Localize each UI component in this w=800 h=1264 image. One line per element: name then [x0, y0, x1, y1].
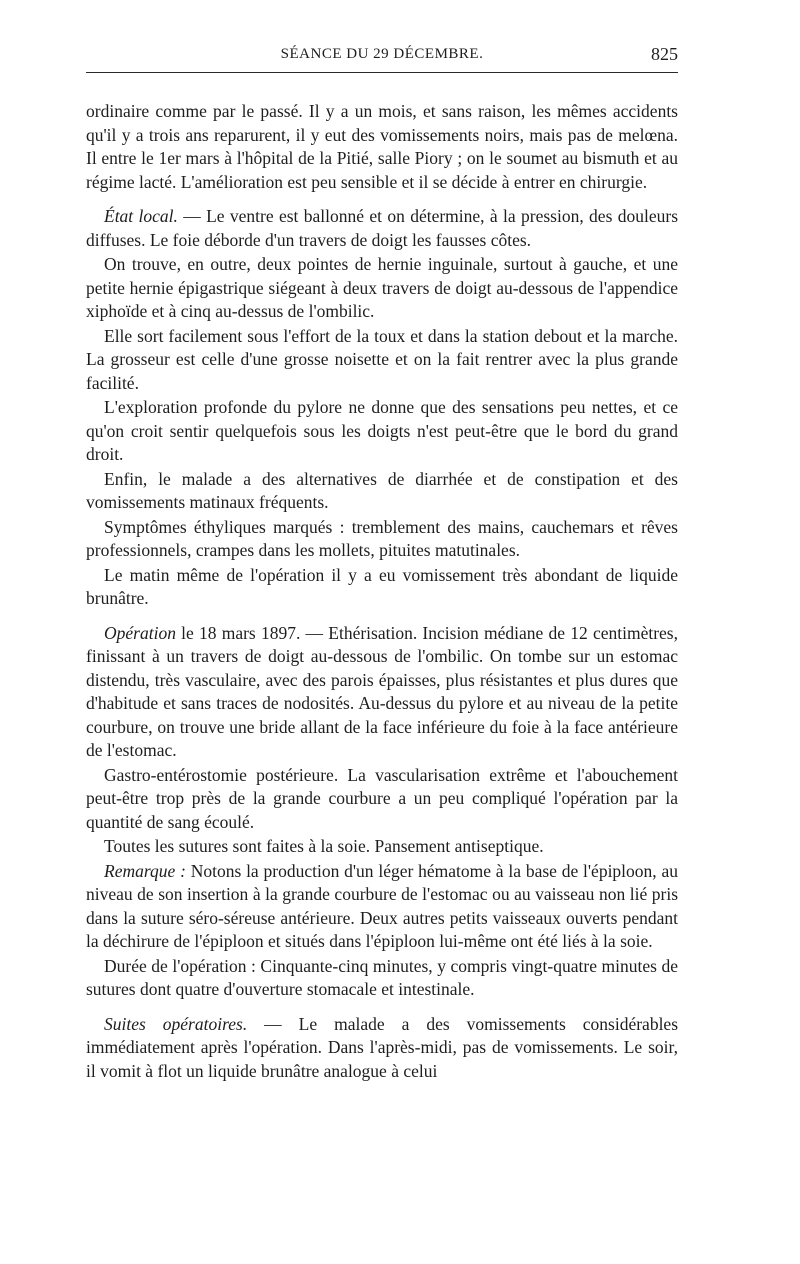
paragraph-text: Elle sort facilement sous l'effort de la toux et dans la station debout et la marche. La grosseur est celle d'une grosse noisette et on la fait rentrer avec la plus grande facilité.	[86, 325, 678, 393]
paragraph-text: ordinaire comme par le passé. Il y a un mois, et sans raison, les mêmes accidents qu'il y a trois ans reparurent, il y eut des vomissements noirs, mais pas de melœna. Il entre le 1er mars à l'hôpital de la Pitié, salle Piory ; on le soumet au bismuth et au régime lacté. L'amélioration est peu sensible et il se décide à entrer en chirurgie.	[86, 101, 678, 192]
paragraph	[86, 622, 678, 763]
paragraph-text: On trouve, en outre, deux pointes de hernie inguinale, surtout à gauche, et une petite hernie épigastrique siégeant à deux travers de doigt au-dessous de l'appendice xiphoïde et à cinq au-dessus de l'ombilic.	[86, 254, 678, 321]
paragraph-lead: Remarque :	[104, 860, 186, 881]
paragraph-lead: État local.	[104, 206, 178, 226]
paragraph	[86, 860, 678, 954]
paragraph-text: Symptômes éthyliques marqués : tremblement des mains, cauchemars et rêves professionnels, crampes dans les mollets, pituites matutinales.	[86, 516, 678, 560]
paragraph-text: Gastro-entérostomie postérieure. La vascularisation extrême et l'abouchement peut-être trop près de la grande courbure a un peu compliqué l'opération par la quantité de sang écoulé.	[86, 764, 678, 832]
body-text	[86, 100, 678, 1084]
paragraph	[86, 835, 678, 859]
paragraph	[86, 396, 678, 467]
paragraph	[86, 468, 678, 515]
paragraph-text: Toutes les sutures sont faites à la soie. Pansement antiseptique.	[104, 836, 544, 856]
paragraph	[86, 253, 678, 324]
paragraph-text: Le matin même de l'opération il y a eu vomissement très abondant de liquide brunâtre.	[86, 564, 678, 608]
paragraph	[86, 325, 678, 396]
paragraph	[86, 764, 678, 835]
paragraph	[86, 516, 678, 563]
paragraph-text: le 18 mars 1897. — Ethérisation. Incision médiane de 12 centimètres, finissant à un travers de doigt au-dessous de l'ombilic. On tombe sur un estomac distendu, très vasculaire, avec des parois épaisses, plus résistantes et plus dures que d'habitude et sans traces de nodosités. Au-dessus du pylore et au niveau de la petite courbure, on trouve une bride allant de la face inférieure du foie à la face antérieure de l'estomac.	[86, 622, 678, 760]
header-rule	[86, 72, 678, 73]
paragraph	[86, 564, 678, 611]
page-number: 825	[651, 44, 678, 64]
paragraph-lead: Suites opératoires.	[104, 1013, 248, 1034]
paragraph	[86, 955, 678, 1002]
paragraph	[86, 100, 678, 194]
paragraph	[86, 1013, 678, 1084]
paragraph-text: L'exploration profonde du pylore ne donne que des sensations peu nettes, et ce qu'on croit sentir quelquefois sous les doigts n'est peut-être que le bord du grand droit.	[86, 397, 678, 464]
paragraph-text: — Le malade a des vomissements considérables immédiatement après l'opération. Dans l'après-midi, pas de vomissements. Le soir, il vomit à flot un liquide brunâtre analogue à celui	[86, 1013, 679, 1081]
paragraph-text: Notons la production d'un léger hématome à la base de l'épiploon, au niveau de son insertion à la grande courbure de l'estomac ou au vaisseau non lié pris dans la suture séro-séreuse antérieure. Deux autres petits vaisseaux ouverts pendant la déchirure de l'épiploon et situés dans l'épiploon lui-même ont été liés à la soie.	[86, 860, 678, 951]
paragraph-text: Enfin, le malade a des alternatives de diarrhée et de constipation et des vomissements matinaux fréquents.	[86, 468, 678, 512]
paragraph-lead: Opération	[104, 622, 176, 643]
paragraph-text: — Le ventre est ballonné et on détermine, à la pression, des douleurs diffuses. Le foie déborde d'un travers de doigt les fausses côtes.	[86, 206, 679, 250]
running-title: SÉANCE DU 29 DÉCEMBRE.	[280, 46, 484, 62]
page-header	[86, 44, 678, 72]
paragraph-text: Durée de l'opération : Cinquante-cinq minutes, y compris vingt-quatre minutes de sutures dont quatre d'ouverture stomacale et intestinale.	[86, 955, 678, 999]
paragraph	[86, 205, 678, 252]
